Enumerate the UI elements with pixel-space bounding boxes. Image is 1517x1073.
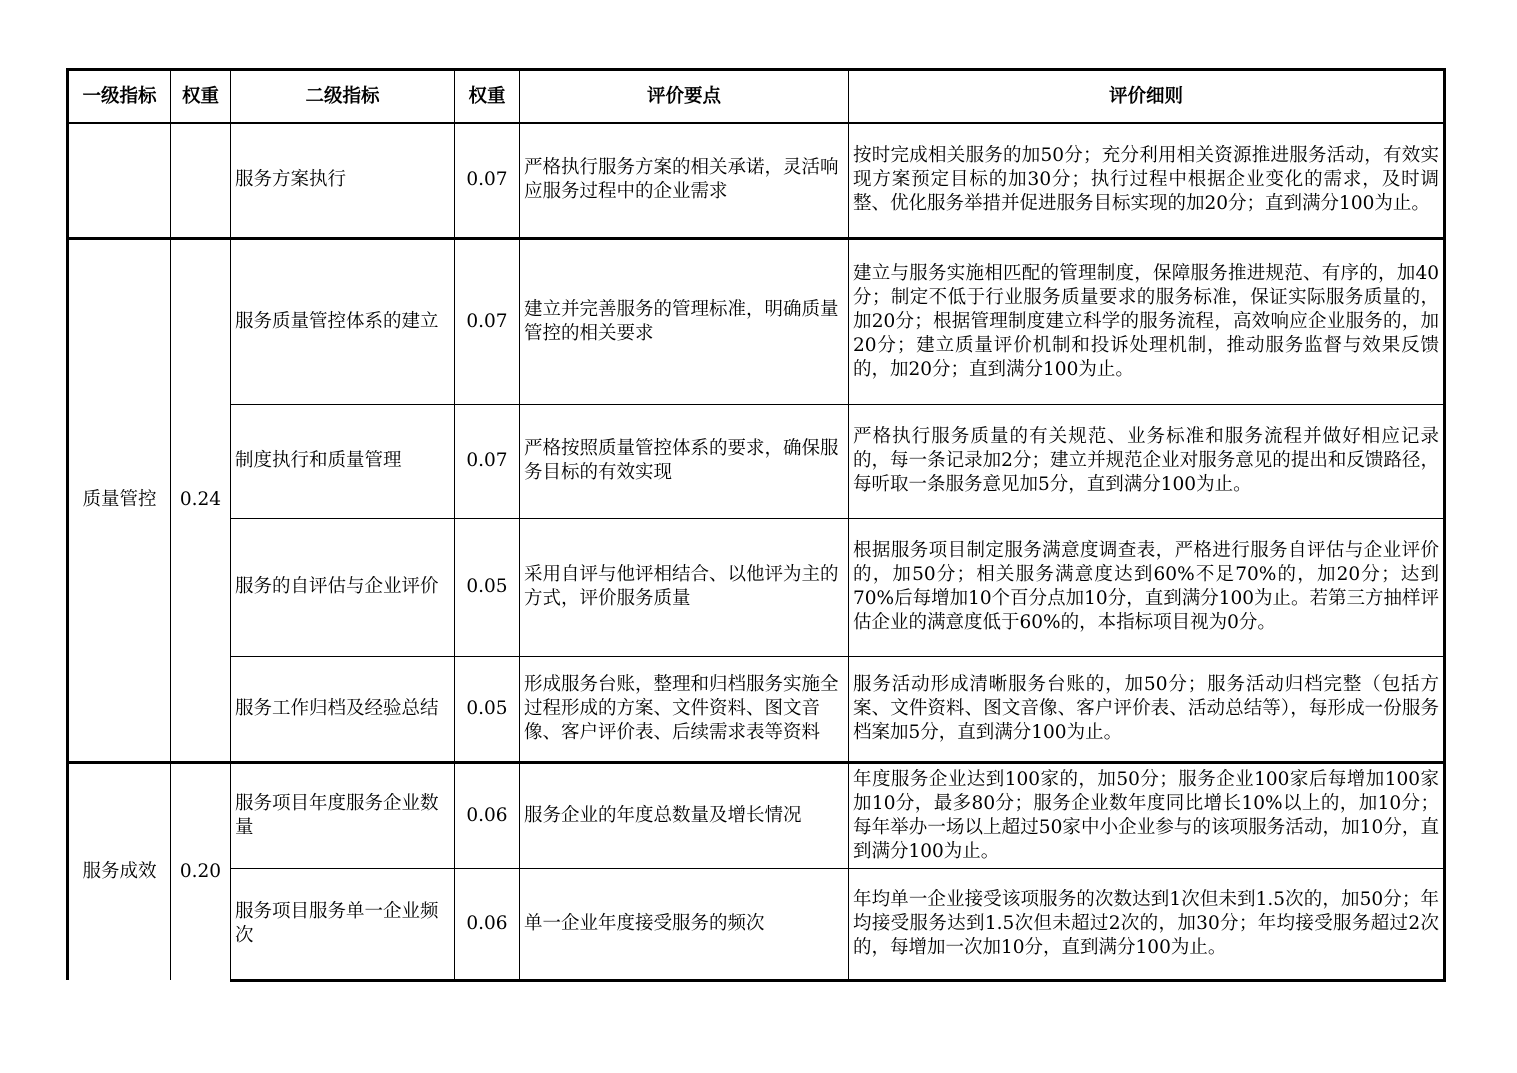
level1-cell: 服务成效 (68, 762, 171, 980)
detail-cell: 年度服务企业达到100家的，加50分；服务企业100家后每增加100家加10分，最多80分；服务企业数年度同比增长10%以上的，加10分；每年举办一场以上超过50家中小企业参与的该项服务活动，加10分，直到满分100为止。 (849, 762, 1445, 868)
level2-cell: 服务质量管控体系的建立 (231, 238, 455, 404)
table-row (68, 238, 1445, 404)
detail-cell: 年均单一企业接受该项服务的次数达到1次但未到1.5次的，加50分；年均接受服务达到1.5次但未超过2次的，加30分；年均接受服务超过2次的，每增加一次加10分，直到满分100为止。 (849, 868, 1445, 980)
header-weight2: 权重 (455, 70, 520, 124)
level2-cell: 服务方案执行 (231, 123, 455, 238)
level2-cell: 服务工作归档及经验总结 (231, 656, 455, 762)
detail-cell: 建立与服务实施相匹配的管理制度，保障服务推进规范、有序的，加40分；制定不低于行业服务质量要求的服务标准，保证实际服务质量的，加20分；根据管理制度建立科学的服务流程，高效响应企业服务的，加20分；建立质量评价机制和投诉处理机制，推动服务监督与效果反馈的，加20分；直到满分100为止。 (849, 238, 1445, 404)
weight2-cell: 0.06 (455, 762, 520, 868)
level1-cell-empty (68, 123, 171, 238)
weight2-cell: 0.05 (455, 518, 520, 656)
weight2-cell: 0.07 (455, 404, 520, 518)
header-level2: 二级指标 (231, 70, 455, 124)
weight2-cell: 0.07 (455, 238, 520, 404)
table-row (68, 404, 1445, 518)
table-row (68, 868, 1445, 980)
header-weight1: 权重 (171, 70, 231, 124)
weight1-cell-empty (171, 123, 231, 238)
level2-cell: 服务项目服务单一企业频次 (231, 868, 455, 980)
level2-cell: 制度执行和质量管理 (231, 404, 455, 518)
weight2-cell: 0.06 (455, 868, 520, 980)
header-point: 评价要点 (520, 70, 849, 124)
detail-cell: 服务活动形成清晰服务台账的，加50分；服务活动归档完整（包括方案、文件资料、图文音像、客户评价表、活动总结等），每形成一份服务档案加5分，直到满分100为止。 (849, 656, 1445, 762)
evaluation-table (66, 68, 1446, 982)
weight2-cell: 0.07 (455, 123, 520, 238)
level2-cell: 服务的自评估与企业评价 (231, 518, 455, 656)
table-row (68, 518, 1445, 656)
weight1-cell: 0.24 (171, 238, 231, 762)
level2-cell: 服务项目年度服务企业数量 (231, 762, 455, 868)
point-cell: 形成服务台账，整理和归档服务实施全过程形成的方案、文件资料、图文音像、客户评价表、后续需求表等资料 (520, 656, 849, 762)
point-cell: 采用自评与他评相结合、以他评为主的方式，评价服务质量 (520, 518, 849, 656)
level1-cell: 质量管控 (68, 238, 171, 762)
point-cell: 严格执行服务方案的相关承诺，灵活响应服务过程中的企业需求 (520, 123, 849, 238)
detail-cell: 严格执行服务质量的有关规范、业务标准和服务流程并做好相应记录的，每一条记录加2分；建立并规范企业对服务意见的提出和反馈路径，每听取一条服务意见加5分，直到满分100为止。 (849, 404, 1445, 518)
table-row (68, 656, 1445, 762)
weight2-cell: 0.05 (455, 656, 520, 762)
header-row (68, 70, 1445, 124)
detail-cell: 根据服务项目制定服务满意度调查表，严格进行服务自评估与企业评价的，加50分；相关服务满意度达到60%不足70%的，加20分；达到70%后每增加10个百分点加10分，直到满分100为止。若第三方抽样评估企业的满意度低于60%的，本指标项目视为0分。 (849, 518, 1445, 656)
weight1-cell: 0.20 (171, 762, 231, 980)
header-detail: 评价细则 (849, 70, 1445, 124)
header-level1: 一级指标 (68, 70, 171, 124)
point-cell: 建立并完善服务的管理标准，明确质量管控的相关要求 (520, 238, 849, 404)
point-cell: 严格按照质量管控体系的要求，确保服务目标的有效实现 (520, 404, 849, 518)
point-cell: 单一企业年度接受服务的频次 (520, 868, 849, 980)
point-cell: 服务企业的年度总数量及增长情况 (520, 762, 849, 868)
table-row (68, 762, 1445, 868)
detail-cell: 按时完成相关服务的加50分；充分利用相关资源推进服务活动，有效实现方案预定目标的加30分；执行过程中根据企业变化的需求，及时调整、优化服务举措并促进服务目标实现的加20分；直到满分100为止。 (849, 123, 1445, 238)
table-row (68, 123, 1445, 238)
